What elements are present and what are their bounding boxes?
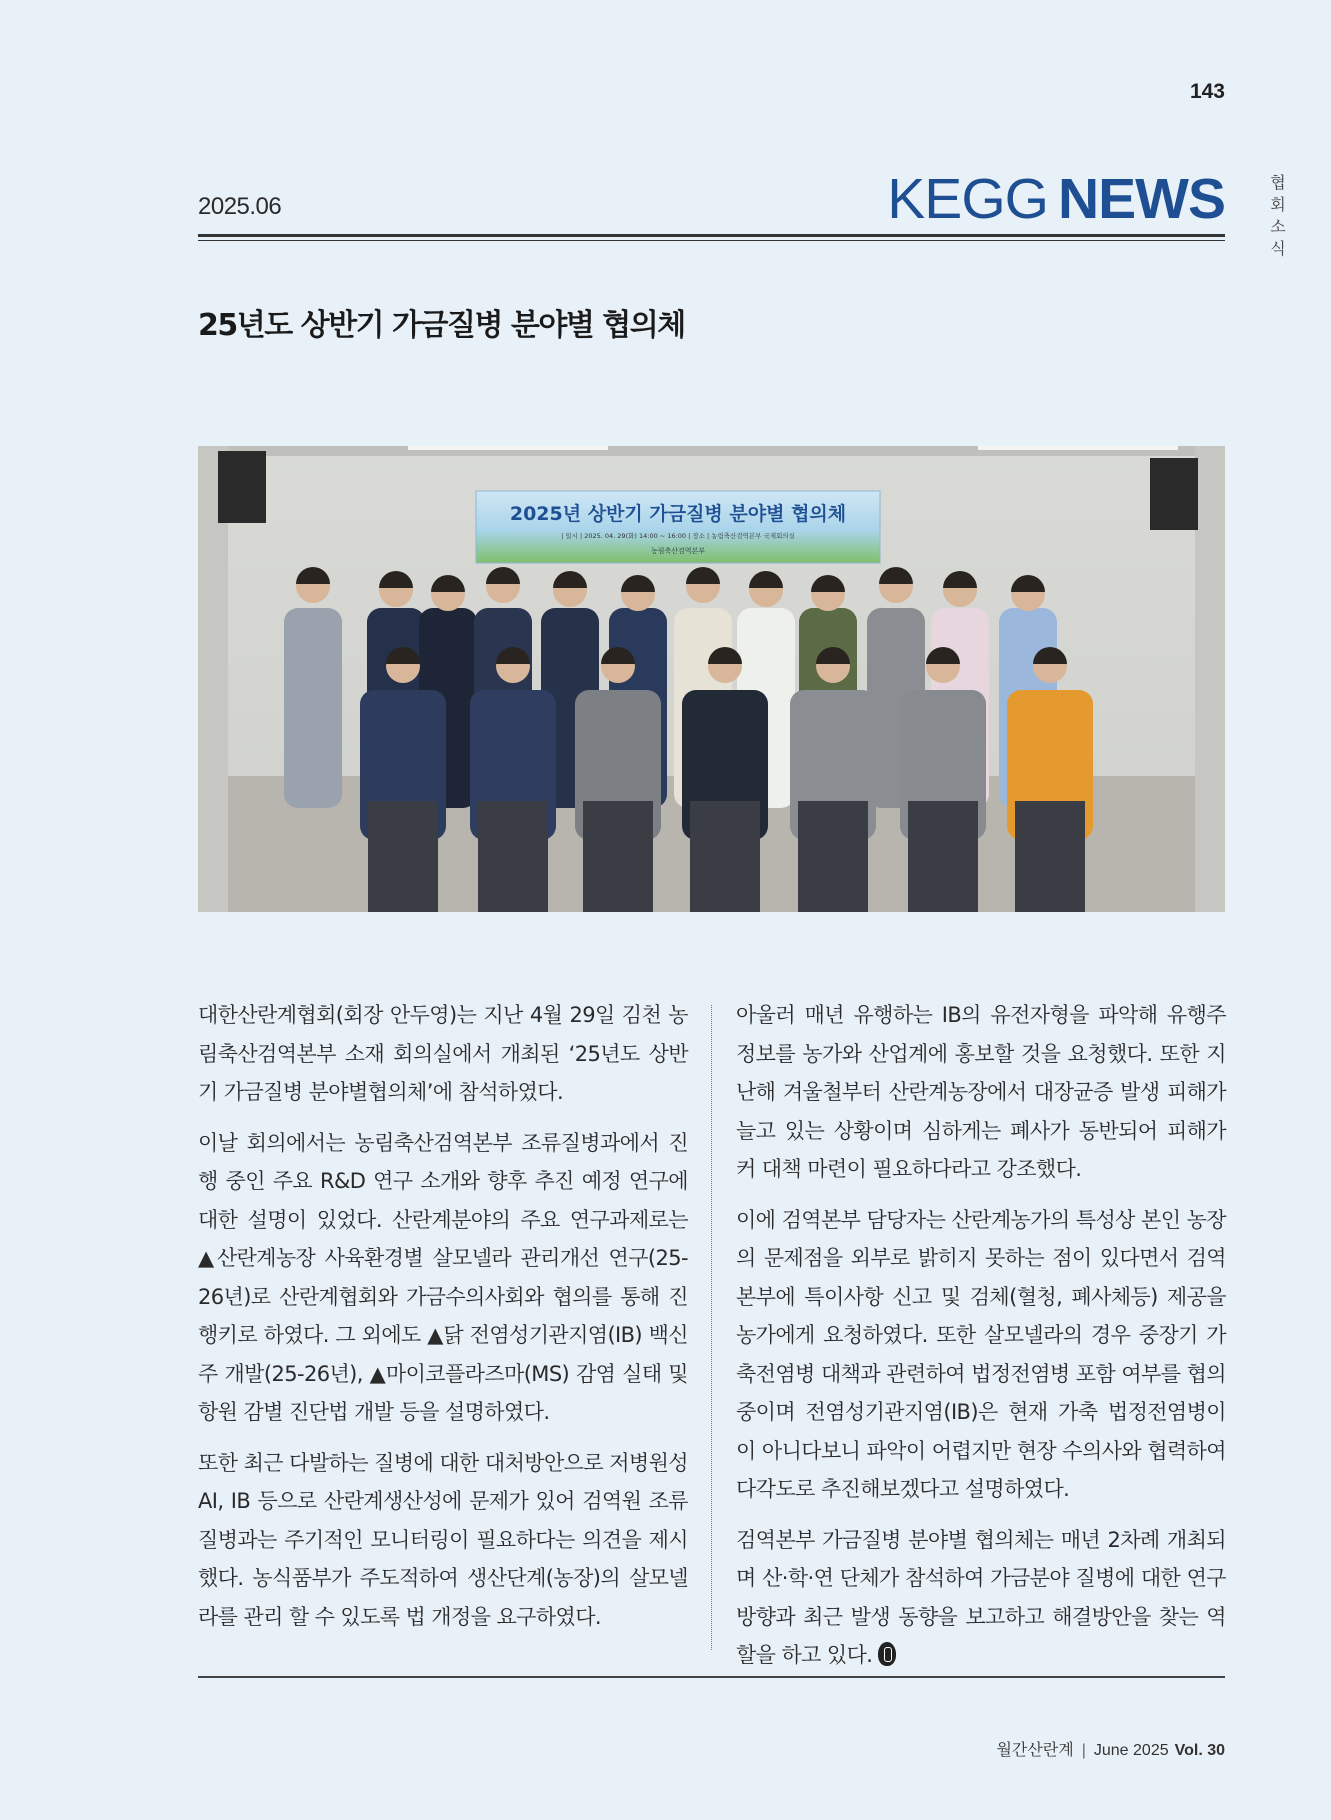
- person-legs: [908, 801, 978, 912]
- masthead-logo: [887, 166, 1225, 232]
- footer-volume: Vol. 30: [1174, 1742, 1225, 1759]
- banner-title: 2025년 상반기 가금질병 분야별 협의체: [509, 503, 847, 525]
- person-legs: [1015, 801, 1085, 912]
- paragraph-last: [736, 1521, 1226, 1675]
- footer-rule: [198, 1676, 1225, 1678]
- paragraph: 또한 최근 다발하는 질병에 대한 대처방안으로 저병원성 AI, IB 등으로 산란계생산성에 문제가 있어 검역원 조류질병과는 주기적인 모니터링이 필요하다는 의견을 제시했다. 농식품부가 주도적하여 생산단계(농장)의 살모넬라를 관리 할 수 있도록 법 개정을 요구하였다.: [198, 1450, 688, 1629]
- section-side-tab: 협회 소식: [1270, 173, 1286, 258]
- masthead-kegg: KEGG: [887, 167, 1048, 231]
- banner-org: 농림축산검역본부: [650, 547, 706, 555]
- page-number: 143: [1189, 80, 1225, 103]
- footer-separator: |: [1081, 1742, 1086, 1759]
- end-mark-icon: [878, 1642, 896, 1666]
- speaker-right: [1150, 458, 1198, 530]
- issue-date: 2025.06: [198, 193, 282, 220]
- paragraph: 대한산란계협회(회장 안두영)는 지난 4월 29일 김천 농림축산검역본부 소재 회의실에서 개최된 ‘25년도 상반기 가금질병 분야별협의체’에 참석하였다.: [198, 1003, 688, 1104]
- paragraph: 이에 검역본부 담당자는 산란계농가의 특성상 본인 농장의 문제점을 외부로 밝히지 못하는 점이 있다면서 검역본부에 특이사항 신고 및 검체(혈청, 폐사체등) 제공을 농가에게 요청하였다. 또한 살모넬라의 경우 중장기 가축전염병 대책과 관련하여 법정전염병 포함 여부를 협의 중이며 전염성기관지염(IB)은 현재 가축 법정전염병이이 아니다보니 파악이 어렵지만 현장 수의사와 협력하여 다각도로 추진해보겠다고 설명하였다.: [736, 1207, 1226, 1501]
- header-rule: [198, 234, 1225, 241]
- footer-magazine: 월간산란계: [996, 1742, 1074, 1759]
- person-legs: [798, 801, 868, 912]
- banner-subtitle: | 일시 | 2025. 04. 29(화) 14:00 ~ 16:00 | 장소 | 농림축산검역본부 국제회의실: [561, 532, 795, 540]
- page-footer: [996, 1737, 1225, 1760]
- paragraph-text: 검역본부 가금질병 분야별 협의체는 매년 2차례 개최되며 산·학·연 단체가 참석하여 가금분야 질병에 대한 연구방향과 최근 발생 동향을 보고하고 해결방안을 찾는 역할을 하고 있다.: [736, 1527, 1226, 1667]
- person-legs: [690, 801, 760, 912]
- speaker-left: [218, 451, 266, 523]
- article-column-right: [736, 996, 1226, 1687]
- paragraph: 이날 회의에서는 농림축산검역본부 조류질병과에서 진행 중인 주요 R&D 연구 소개와 향후 추진 예정 연구에 대한 설명이 있었다. 산란계분야의 주요 연구과제로는 ▲산란계농장 사육환경별 살모넬라 관리개선 연구(25-26년)로 산란계협회와 가금수의사회와 협의를 통해 진행키로 하였다. 그 외에도 ▲닭 전염성기관지염(IB) 백신주 개발(25-26년), ▲마이코플라즈마(MS) 감염 실태 및 항원 감별 진단법 개발 등을 설명하였다.: [198, 1130, 688, 1424]
- column-divider: [711, 1005, 712, 1650]
- masthead-news: NEWS: [1058, 167, 1225, 231]
- person-legs: [478, 801, 548, 912]
- footer-issue: June 2025: [1093, 1742, 1169, 1759]
- group-photo: [198, 446, 1225, 912]
- article-headline: 25년도 상반기 가금질병 분야별 협의체: [198, 308, 685, 343]
- article-column-left: [198, 996, 688, 1648]
- event-banner: [476, 491, 880, 563]
- person-body: [284, 608, 342, 808]
- paragraph: 아울러 매년 유행하는 IB의 유전자형을 파악해 유행주 정보를 농가와 산업계에 홍보할 것을 요청했다. 또한 지난해 겨울철부터 산란계농장에서 대장균증 발생 피해가 늘고 있는 상황이며 심하게는 폐사가 동반되어 피해가 커 대책 마련이 필요하다라고 강조했다.: [736, 1003, 1226, 1181]
- person-legs: [368, 801, 438, 912]
- person-legs: [583, 801, 653, 912]
